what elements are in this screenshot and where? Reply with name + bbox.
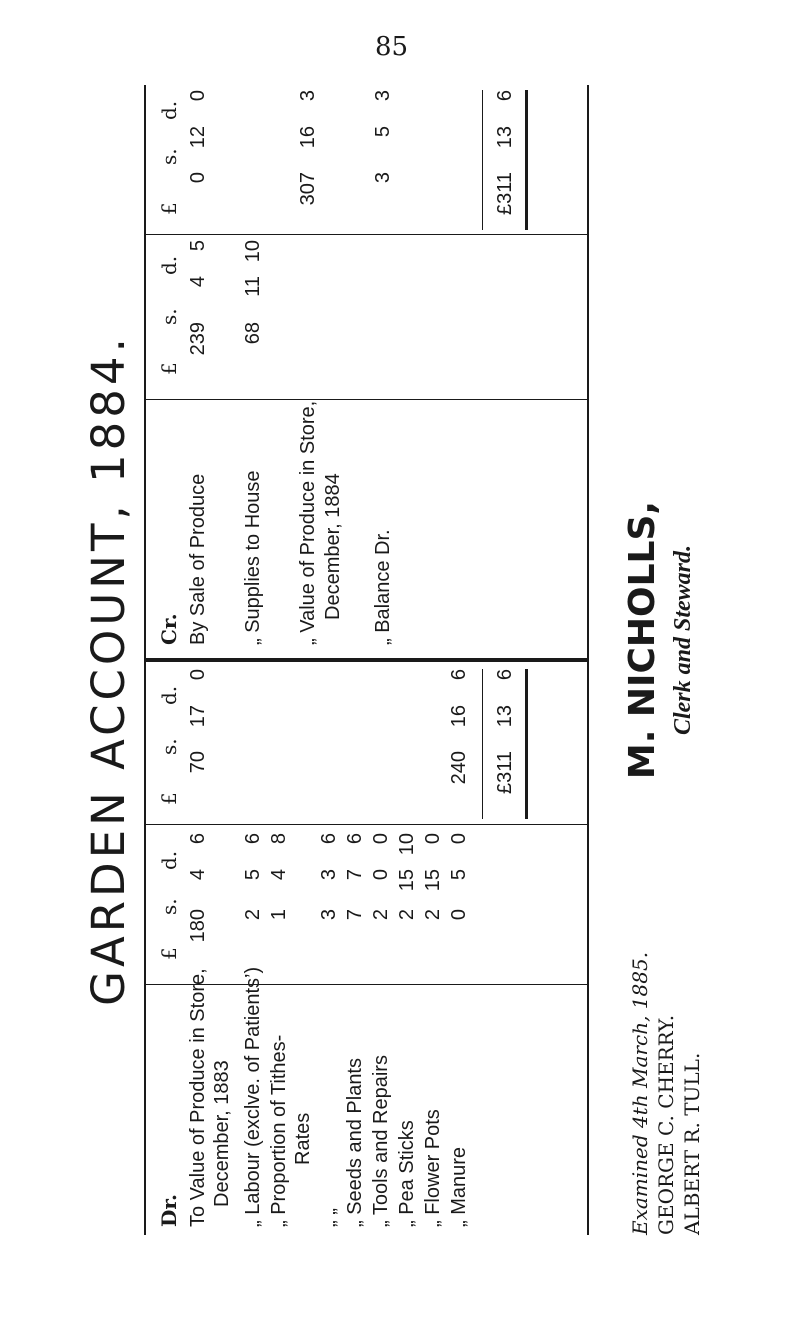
debit-item-3-amount: 148: [268, 833, 290, 921]
debit-item-1: To Value of Produce in Store,: [187, 968, 209, 1227]
debit-item-4-amount: 336: [318, 833, 340, 921]
credit-item-2: „ Supplies to House: [242, 470, 264, 645]
credit-item-1-amount: 23945: [187, 240, 209, 356]
debit-side-label: Dr.: [157, 1193, 181, 1227]
debit-item-8-amount: 2150: [422, 833, 444, 921]
debit-item-7-amount: 21510: [396, 833, 418, 921]
signature-name: M. NICHOLLS,: [622, 500, 663, 780]
debit-total: £311136: [494, 669, 516, 795]
credit-sub-pound-header: £: [157, 202, 181, 215]
debit-sub-pence-header: d.: [157, 685, 181, 705]
debit-item-3b: Rates: [292, 1112, 314, 1165]
debit-item-7: „ Pea Sticks: [396, 1120, 418, 1227]
credit-subtotal-3: 353: [372, 90, 394, 184]
debit-item-2-amount: 256: [242, 833, 264, 921]
credit-total: £311136: [494, 90, 516, 216]
debit-sub-pound-header: £: [157, 792, 181, 805]
debit-item-2: „ Labour (exclve. of Patients’): [242, 966, 264, 1227]
debit-total-double-rule: [525, 669, 528, 819]
debit-total-rule: [482, 669, 483, 819]
examiner-1: GEORGE C. CHERRY.: [654, 1014, 678, 1235]
dr-divider-2: [144, 824, 589, 825]
debit-item-9: „ Manure: [448, 1146, 470, 1227]
credit-item-2-amount: 681110: [242, 240, 264, 345]
credit-subtotal-1: 0120: [187, 90, 209, 184]
credit-pence-header: d.: [157, 255, 181, 275]
debit-item-1-amount: 18046: [187, 833, 209, 943]
credit-shilling-header: s.: [157, 308, 181, 325]
debit-item-3: „ Proportion of Tithes-: [268, 1034, 290, 1227]
credit-item-1: By Sale of Produce: [187, 473, 209, 645]
debit-item-8: „ Flower Pots: [422, 1109, 444, 1227]
debit-sub-shilling-header: s.: [157, 738, 181, 755]
debit-subtotal-2: 240166: [448, 669, 470, 785]
debit-shilling-header: s.: [157, 898, 181, 915]
debit-item-5: „ Seeds and Plants: [344, 1058, 366, 1227]
credit-sub-shilling-header: s.: [157, 148, 181, 165]
credit-item-3b: December, 1884: [322, 473, 344, 620]
account-title: GARDEN ACCOUNT, 1884.: [82, 334, 135, 1006]
credit-side-label: Cr.: [157, 613, 181, 645]
credit-item-3: „ Value of Produce in Store,: [297, 400, 319, 645]
examined-line: Examined 4th March, 1885.: [628, 951, 652, 1235]
signature-role: Clerk and Steward.: [670, 544, 696, 736]
credit-pound-header: £: [157, 362, 181, 375]
debit-item-6-amount: 200: [370, 833, 392, 921]
dr-divider-1: [144, 984, 589, 985]
debit-pound-header: £: [157, 947, 181, 960]
debit-subtotal-1: 70170: [187, 669, 209, 774]
credit-sub-pence-header: d.: [157, 100, 181, 120]
cr-divider-1: [144, 399, 589, 400]
debit-pence-header: d.: [157, 850, 181, 870]
cr-divider-2: [144, 234, 589, 235]
credit-total-rule: [482, 90, 483, 230]
debit-item-6: „ Tools and Repairs: [370, 1055, 392, 1227]
credit-subtotal-2: 307163: [297, 90, 319, 206]
center-rule: [144, 658, 589, 662]
credit-item-4: „ Balance Dr.: [372, 529, 394, 645]
ledger-rotated: [82, 85, 704, 1235]
debit-item-1b: December, 1883: [211, 1060, 233, 1207]
debit-item-4: „ „: [318, 1208, 340, 1227]
debit-item-5-amount: 776: [344, 833, 366, 921]
credit-total-double-rule: [525, 90, 528, 230]
examiner-2: ALBERT R. TULL.: [680, 1052, 704, 1235]
page-number: 85: [375, 32, 409, 62]
debit-item-9-amount: 050: [448, 833, 470, 921]
